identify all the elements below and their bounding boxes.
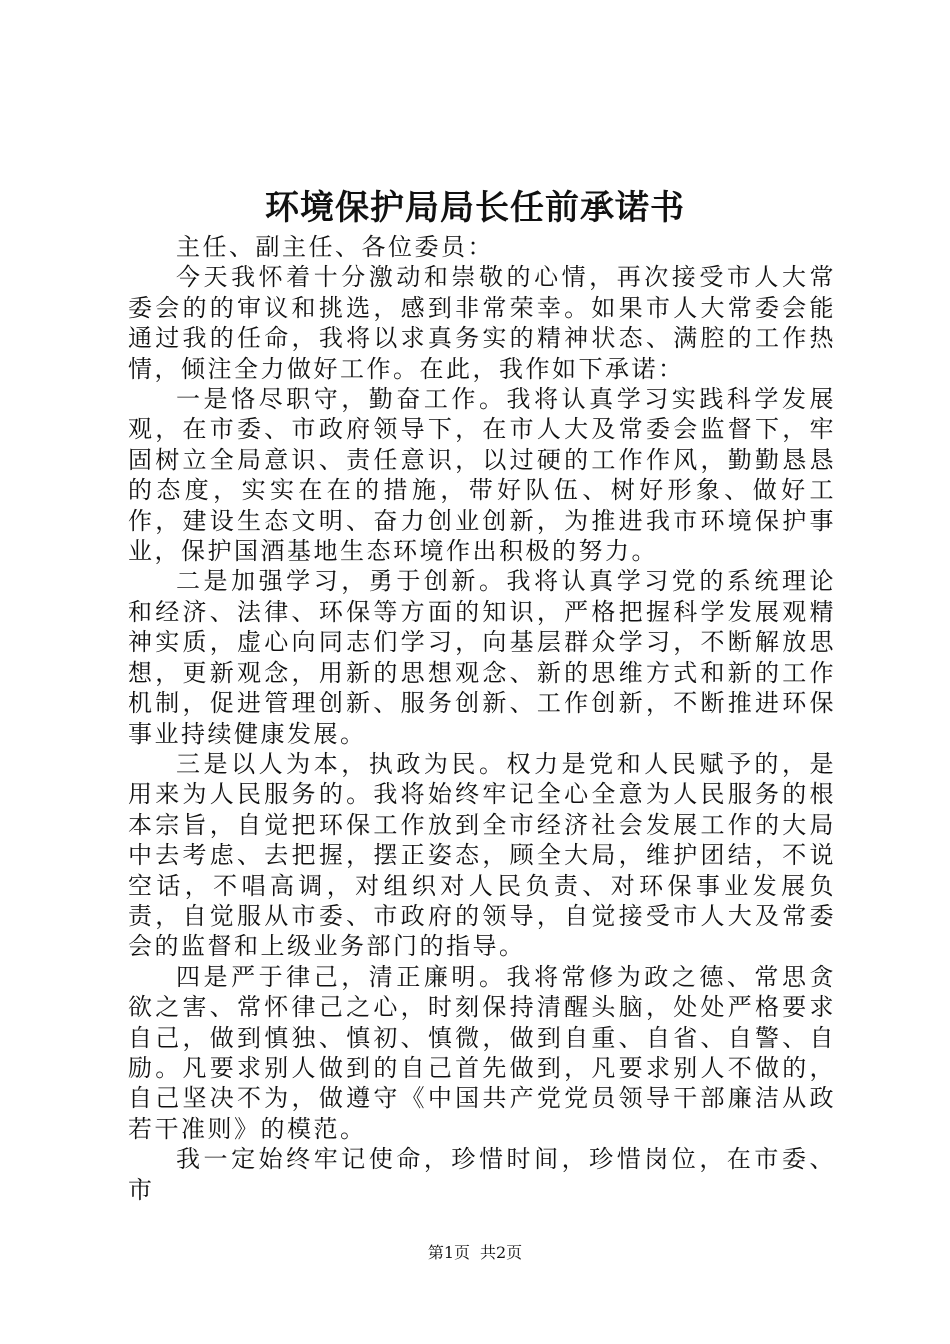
pledge-paragraph-2: 二是加强学习，勇于创新。我将认真学习党的系统理论和经济、法律、环保等方面的知识，严格把握科学发展观精神实质，虚心向同志们学习，向基层群众学习，不断解放思想，更新观念，用新的思想观念、新的思维方式和新的工作机制，促进管理创新、服务创新、工作创新，不断推进环保事业持续健康发展。 [128, 567, 836, 748]
page-number: 第1页 [427, 1243, 470, 1262]
closing-paragraph: 我一定始终牢记使命，珍惜时间，珍惜岗位，在市委、市 [128, 1145, 836, 1204]
pledge-paragraph-4: 四是严于律己，清正廉明。我将常修为政之德、常思贪欲之害、常怀律己之心，时刻保持清醒头脑，处处严格要求自己，做到慎独、慎初、慎微，做到自重、自省、自警、自励。凡要求别人做到的自己首先做到，凡要求别人不做的，自己坚决不为，做遵守《中国共产党党员领导干部廉洁从政若干准则》的模范。 [128, 962, 836, 1143]
salutation-paragraph: 主任、副主任、各位委员： [176, 233, 494, 261]
page-total: 共2页 [480, 1243, 523, 1262]
document-title: 环境保护局局长任前承诺书 [265, 188, 685, 228]
pledge-paragraph-1: 一是恪尽职守，勤奋工作。我将认真学习实践科学发展观，在市委、市政府领导下，在市人大及常委会监督下，牢固树立全局意识、责任意识，以过硬的工作作风，勤勤恳恳的态度，实实在在的措施，带好队伍、树好形象、做好工作，建设生态文明、奋力创业创新，为推进我市环境保护事业，保护国酒基地生态环境作出积极的努力。 [128, 385, 836, 566]
pledge-paragraph-3: 三是以人为本，执政为民。权力是党和人民赋予的，是用来为人民服务的。我将始终牢记全心全意为人民服务的根本宗旨，自觉把环保工作放到全市经济社会发展工作的大局中去考虑、去把握，摆正姿态，顾全大局，维护团结，不说空话，不唱高调，对组织对人民负责、对环保事业发展负责，自觉服从市委、市政府的领导，自觉接受市人大及常委会的监督和上级业务部门的指导。 [128, 749, 836, 961]
page-footer [0, 1243, 950, 1263]
document-body [128, 232, 836, 1205]
intro-paragraph: 今天我怀着十分激动和崇敬的心情，再次接受市人大常委会的的审议和挑选，感到非常荣幸。如果市人大常委会能通过我的任命，我将以求真务实的精神状态、满腔的工作热情，倾注全力做好工作。在此，我作如下承诺： [128, 263, 836, 383]
